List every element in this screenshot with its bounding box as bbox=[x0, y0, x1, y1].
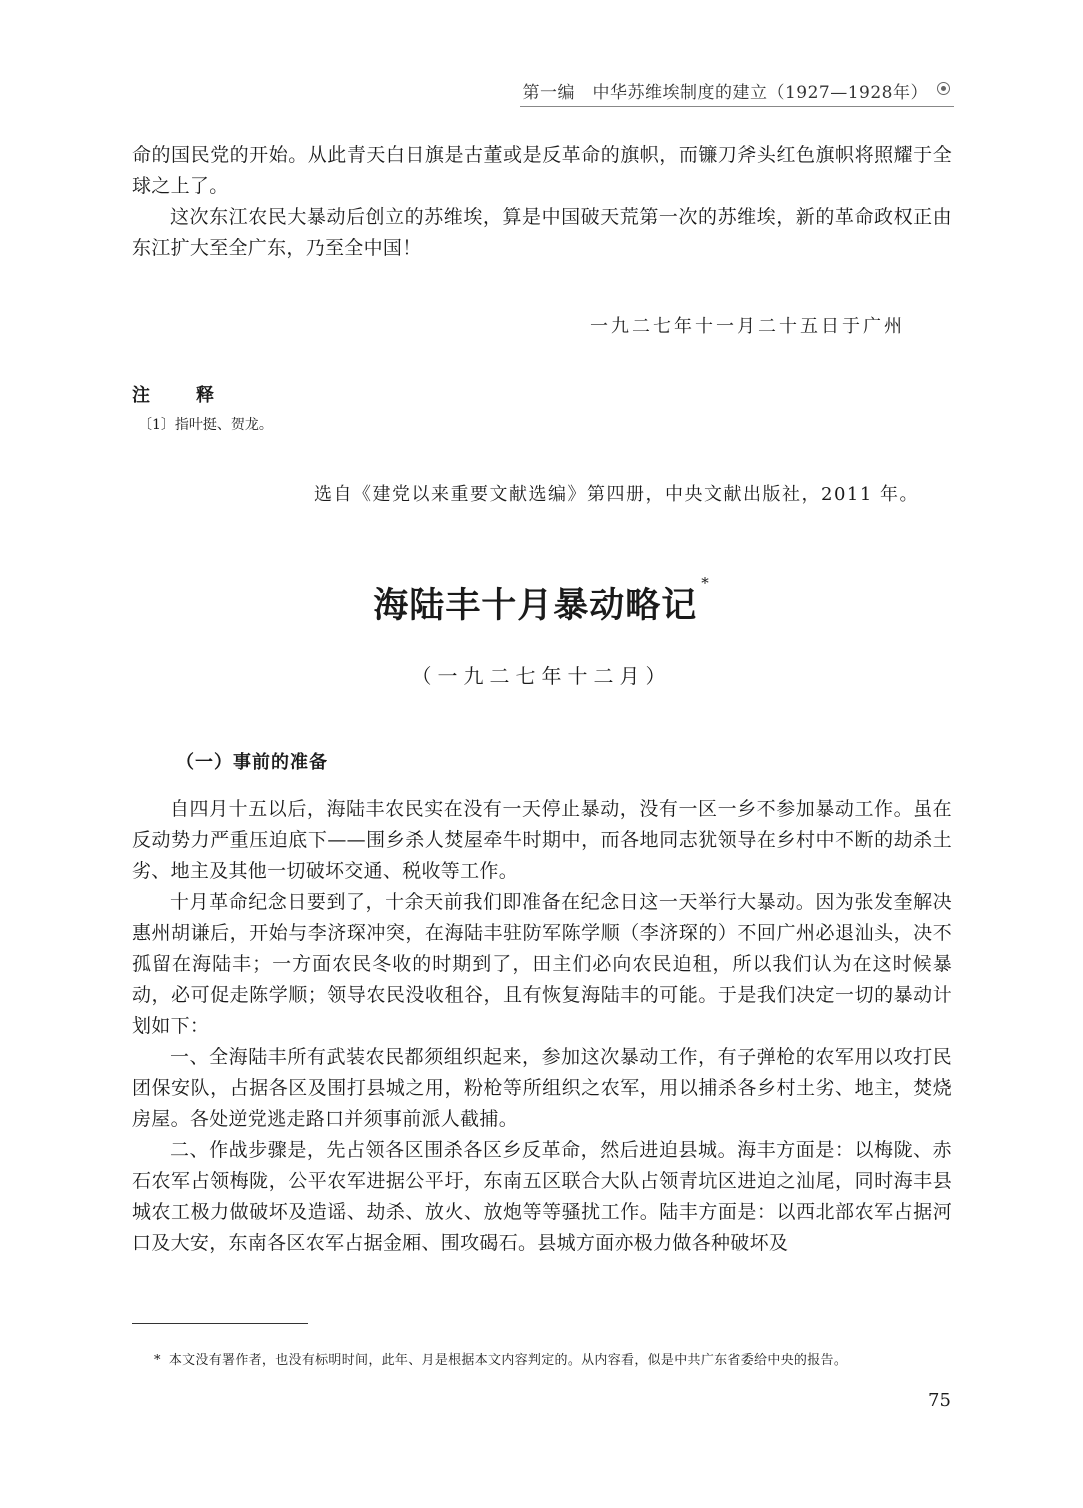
running-header-text: 第一编 中华苏维埃制度的建立（1927—1928年） bbox=[522, 83, 928, 103]
title-footnote-mark: * bbox=[701, 574, 710, 592]
paragraph: 命的国民党的开始。从此青天白日旗是古董或是反革命的旗帜，而镰刀斧头红色旗帜将照耀于全球之上了。 bbox=[132, 144, 952, 197]
paragraph: 自四月十五以后，海陆丰农民实在没有一天停止暴动，没有一区一乡不参加暴动工作。虽在反动势力严重压迫底下——围乡杀人焚屋牵牛时期中，而各地同志犹领导在乡村中不断的劫杀土劣、地主及其他一切破坏交通、税收等工作。 bbox=[132, 798, 952, 882]
article-date: （一九二七年十二月） bbox=[411, 664, 672, 688]
article-title-text: 海陆丰十月暴动略记 bbox=[373, 585, 698, 626]
circle-dot-icon bbox=[937, 82, 950, 95]
article-title bbox=[0, 574, 1083, 628]
source-citation: 选自《建党以来重要文献选编》第四册，中央文献出版社，2011 年。 bbox=[314, 484, 920, 505]
paragraph: 一、全海陆丰所有武装农民都须组织起来，参加这次暴动工作，有子弹枪的农军用以攻打民团保安队，占据各区及围打县城之用，粉枪等所组织之农军，用以捕杀各乡村土劣、地主，焚烧房屋。各处逆党逃走路口并须事前派人截捕。 bbox=[132, 1046, 952, 1130]
continuation-text bbox=[132, 140, 952, 264]
paragraph: 十月革命纪念日要到了，十余天前我们即准备在纪念日这一天举行大暴动。因为张发奎解决惠州胡谦后，开始与李济琛冲突，在海陆丰驻防军陈学顺（李济琛的）不回广州必退汕头，决不孤留在海陆丰；一方面农民冬收的时期到了，田主们必向农民迫租，所以我们认为在这时候暴动，必可促走陈学顺；领导农民没收租谷，且有恢复海陆丰的可能。于是我们决定一切的暴动计划如下： bbox=[132, 891, 952, 1037]
section-heading: （一）事前的准备 bbox=[176, 752, 328, 773]
paragraph: 这次东江农民大暴动后创立的苏维埃，算是中国破天荒第一次的苏维埃，新的革命政权正由东江扩大至全广东，乃至全中国！ bbox=[132, 206, 952, 259]
footnote-divider bbox=[132, 1323, 308, 1324]
notes-heading: 注 释 bbox=[132, 385, 228, 406]
signature-date: 一九二七年十一月二十五日于广州 bbox=[590, 316, 905, 337]
footnote bbox=[154, 1349, 847, 1368]
running-header bbox=[520, 76, 954, 107]
footnote-mark: * bbox=[154, 1353, 161, 1368]
page-number: 75 bbox=[928, 1390, 951, 1411]
article-body bbox=[132, 794, 952, 1259]
paragraph: 二、作战步骤是，先占领各区围杀各区乡反革命，然后进迫县城。海丰方面是：以梅陇、赤石农军占领梅陇，公平农军进据公平圩，东南五区联合大队占领青坑区进迫之汕尾，同时海丰县城农工极力做破坏及造谣、劫杀、放火、放炮等等骚扰工作。陆丰方面是：以西北部农军占据河口及大安，东南各区农军占据金厢、围攻碣石。县城方面亦极力做各种破坏及 bbox=[132, 1139, 952, 1254]
note-item: 〔1〕指叶挺、贺龙。 bbox=[138, 417, 273, 433]
footnote-text: 本文没有署作者，也没有标明时间，此年、月是根据本文内容判定的。从内容看，似是中共广东省委给中央的报告。 bbox=[168, 1353, 848, 1368]
